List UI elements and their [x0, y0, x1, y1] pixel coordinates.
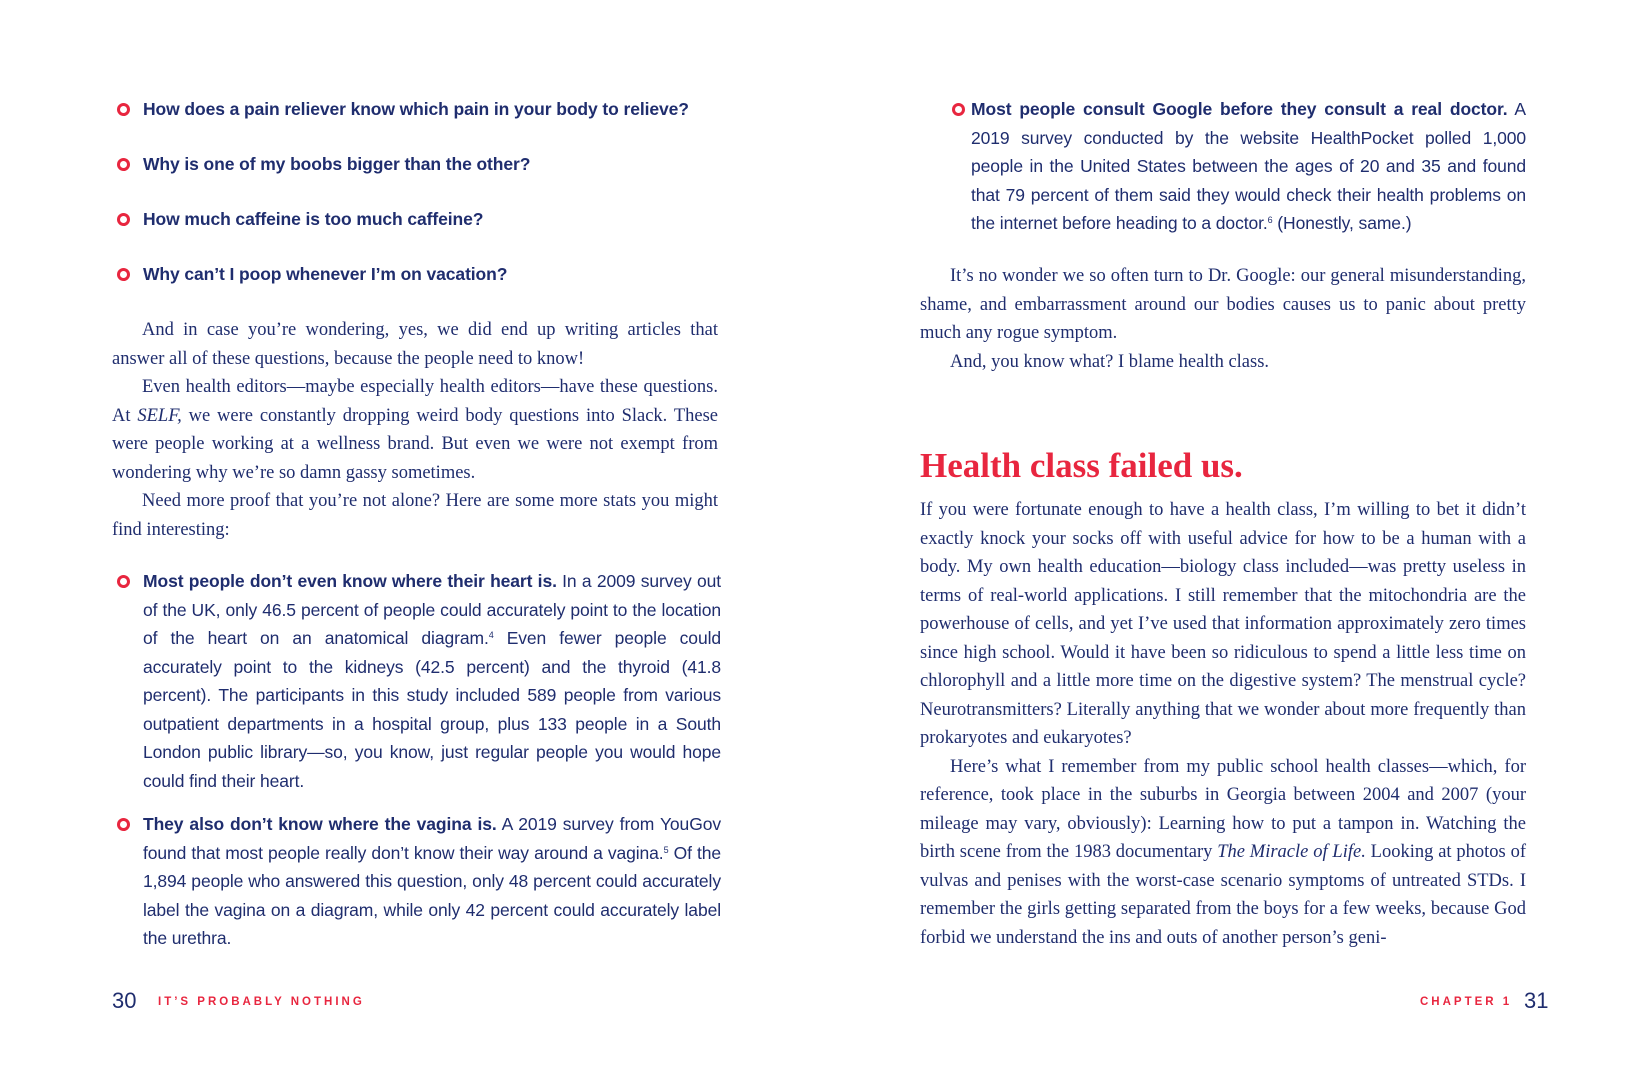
- footnote-marker: 4: [488, 630, 494, 640]
- page-number: 31: [1524, 988, 1549, 1013]
- right-page: [826, 0, 1652, 1080]
- footnote-marker: 5: [663, 844, 669, 855]
- bullet-icon: [117, 213, 130, 226]
- paragraph: If you were fortunate enough to have a health class, I’m willing to bet it didn’t exactly knock your socks off with useful advice for how to be a human with a body. My own health education—biology class included—was pretty useless in terms of real-world applications. I still remember that the mitochondria are the powerhouse of cells, and yet I’ve used that information approximately zero times since high school. Would it have been so ridiculous to spend a little less time on chlorophyll and a little more time on the digestive system? The menstrual cycle? Neurotransmitters? Literally anything that we wonder about more frequently than prokaryotes and eukaryotes?: [920, 500, 1526, 748]
- paragraph: Even health editors—maybe especially health editors—have these questions. At SELF, we were constantly dropping weird body questions into Slack. These were people working at a wellness brand. But even we were not exempt from wondering why we’re so damn gassy sometimes.: [112, 377, 718, 483]
- body-paragraphs: [112, 316, 718, 544]
- running-head: CHAPTER 1: [1420, 996, 1513, 1008]
- question-item: How does a pain reliever know which pain in your body to relieve?: [143, 99, 689, 119]
- bullet-icon: [952, 103, 965, 116]
- body-paragraphs: [920, 262, 1526, 376]
- footnote-marker: 6: [1267, 215, 1273, 225]
- film-title: The Miracle of Life.: [1217, 842, 1366, 862]
- bullet-icon: [117, 103, 130, 116]
- body-paragraphs: [920, 496, 1526, 952]
- stat-item: They also don’t know where the vagina is. A 2019 survey from YouGov found that most people really don’t know their way around a vagina.$^5$ Of the 1,894 people who answered this question, only 48 percent could accurately label the vagina on a diagram, while only 42 percent could accurately label the urethra.: [143, 814, 721, 948]
- paragraph: And in case you’re wondering, yes, we did end up writing articles that answer all of these questions, because the people need to know!: [112, 320, 718, 369]
- paragraph: Need more proof that you’re not alone? Here are some more stats you might find interesting:: [112, 491, 718, 540]
- stat-item: Most people don’t even know where their heart is. In a 2009 survey out of the UK, only 46.5 percent of people could accurately point to the location of the heart on an anatomical diagram.$^4$ Even fewer people could accurately point to the kidneys (42.5 percent) and the thyroid (41.8 percent). The participants in this study included 589 people from various outpatient departments in a hospital group, plus 133 people in a South London public library—so, you know, just regular people you would hope could find their heart.: [143, 571, 721, 791]
- paragraph: And, you know what? I blame health class.: [950, 351, 1270, 372]
- paragraph: It’s no wonder we so often turn to Dr. Google: our general misunderstanding, shame, and embarrassment around our bodies causes us to panic about pretty much any rogue symptom.: [920, 266, 1526, 343]
- bullet-icon: [117, 818, 130, 831]
- paragraph: Here’s what I remember from my public school health classes—which, for reference, took place in the suburbs in Georgia between 2004 and 2007 (your mileage may vary, obviously): Learning how to put a tampon in. Watching the birth scene from the 1983 documentary The Miracle of Life. Looking at photos of vulvas and penises with the worst-case scenario symptoms of untreated STDs. I remember the girls getting separated from the boys for a few weeks, because God forbid we understand the ins and outs of another person’s geni-: [920, 756, 1526, 948]
- question-item: Why can’t I poop whenever I’m on vacation?: [143, 264, 508, 284]
- question-item: How much caffeine is too much caffeine?: [143, 209, 484, 229]
- stat-item: Most people consult Google before they consult a real doctor. A 2019 survey conducted by the website HealthPocket polled 1,000 people in the United States between the ages of 20 and 35 and found that 79 percent of them said they would check their health problems on the internet before heading to a doctor.$^6$ (Honestly, same.): [971, 99, 1527, 233]
- bullet-icon: [117, 268, 130, 281]
- section-heading: Health class failed us.: [920, 446, 1243, 485]
- bullet-icon: [117, 158, 130, 171]
- publication-name: SELF,: [137, 405, 182, 426]
- page-number: 30: [112, 988, 137, 1013]
- running-head: IT’S PROBABLY NOTHING: [158, 996, 365, 1008]
- question-item: Why is one of my boobs bigger than the other?: [143, 154, 531, 174]
- bullet-icon: [117, 575, 130, 588]
